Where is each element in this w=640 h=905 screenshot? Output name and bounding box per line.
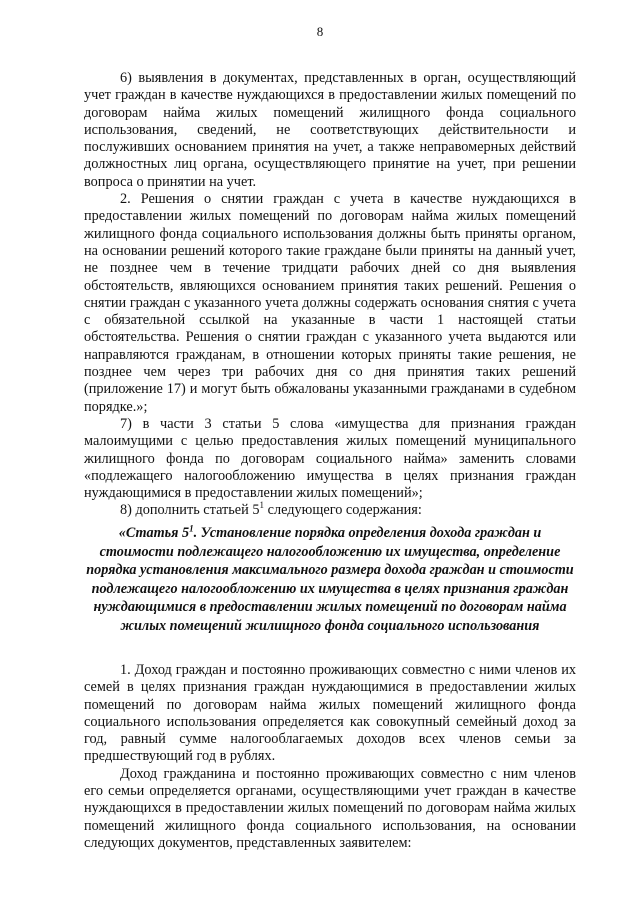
paragraph-item-6: 6) выявления в документах, представленных в орган, осуществляющий учет граждан в качестве нуждающихся в предоставлении жилых помещений по договорам найма жилых помещений жилищного фонда социального использования, сведений, не соответствующих действительности и послуживших основанием принятия на учет, а также неправомерных действий должностных лиц органа, осуществляющего принятие на учет, при решении вопроса о принятии на учет. (84, 70, 576, 190)
paragraph-income-documents: Доход гражданина и постоянно проживающих совместно с ним членов его семьи определяется органами, осуществляющими учет граждан в качестве нуждающихся в предоставлении жилых помещений по договорам найма жилых помещений жилищного фонда социального использования, на основании следующих документов, представленных заявителем: (84, 765, 576, 851)
item-8-before: 8) дополнить статьей 5 (120, 502, 260, 519)
article-heading-prefix: «Статья 5 (118, 525, 190, 541)
body-text-top (84, 70, 576, 520)
paragraph-item-7: 7) в части 3 статьи 5 слова «имущества для признания граждан малоимущими с целью предоставления жилых помещений муниципального жилищного фонда по договорам социального найма» заменить словами «подлежащего налогообложению имущества в целях признания граждан нуждающимися в предоставлении жилых помещений»; (84, 415, 576, 502)
paragraph-point-1: 1. Доход граждан и постоянно проживающих совместно с ними членов их семей в целях признания граждан нуждающимися в предоставлении жилых помещений по договорам найма жилых помещений жилищного фонда социального использования определяется как совокупный семейный доход за год, равный сумме налогооблагаемых доходов всех членов семьи за предшествующий год в рублях. (84, 662, 576, 765)
item-8-after: следующего содержания: (264, 502, 422, 519)
article-heading-text: . Установление порядка определения дохода граждан и стоимости подлежащего налогообложению их имущества, определение порядка установления максимального размера дохода граждан и стоимости подлежащего налогообложению их имущества в целях признания граждан нуждающимися в предоставлении жилых помещений по договорам найма жилых помещений жилищного фонда социального использования (86, 525, 574, 634)
article-heading (84, 524, 576, 636)
article-heading-superscript: 1 (189, 523, 194, 534)
paragraph-point-2: 2. Решения о снятии граждан с учета в качестве нуждающихся в предоставлении жилых помещений по договорам найма жилых помещений жилищного фонда социального использования должны быть приняты органом, на основании решений которого такие граждане были приняты на данный учет, не позднее чем в течение тридцати рабочих дней со дня выявления обстоятельств, являющихся основанием принятия таких решений. Решения о снятии граждан с указанного учета должны содержать основания снятия с учета с обязательной ссылкой на указанные в части 1 настоящей статьи обстоятельства. Решения о снятии граждан с указанного учета выдаются или направляются гражданам, в отношении которых приняты такие решения, не позднее чем через три рабочих дня со дня принятия таких решений (приложение 17) и могут быть обжалованы указанными гражданами в судебном порядке.»; (84, 191, 576, 415)
body-text-bottom (84, 662, 576, 852)
paragraph-item-8 (84, 502, 576, 519)
page-number: 8 (316, 24, 324, 39)
item-8-superscript: 1 (259, 500, 265, 511)
